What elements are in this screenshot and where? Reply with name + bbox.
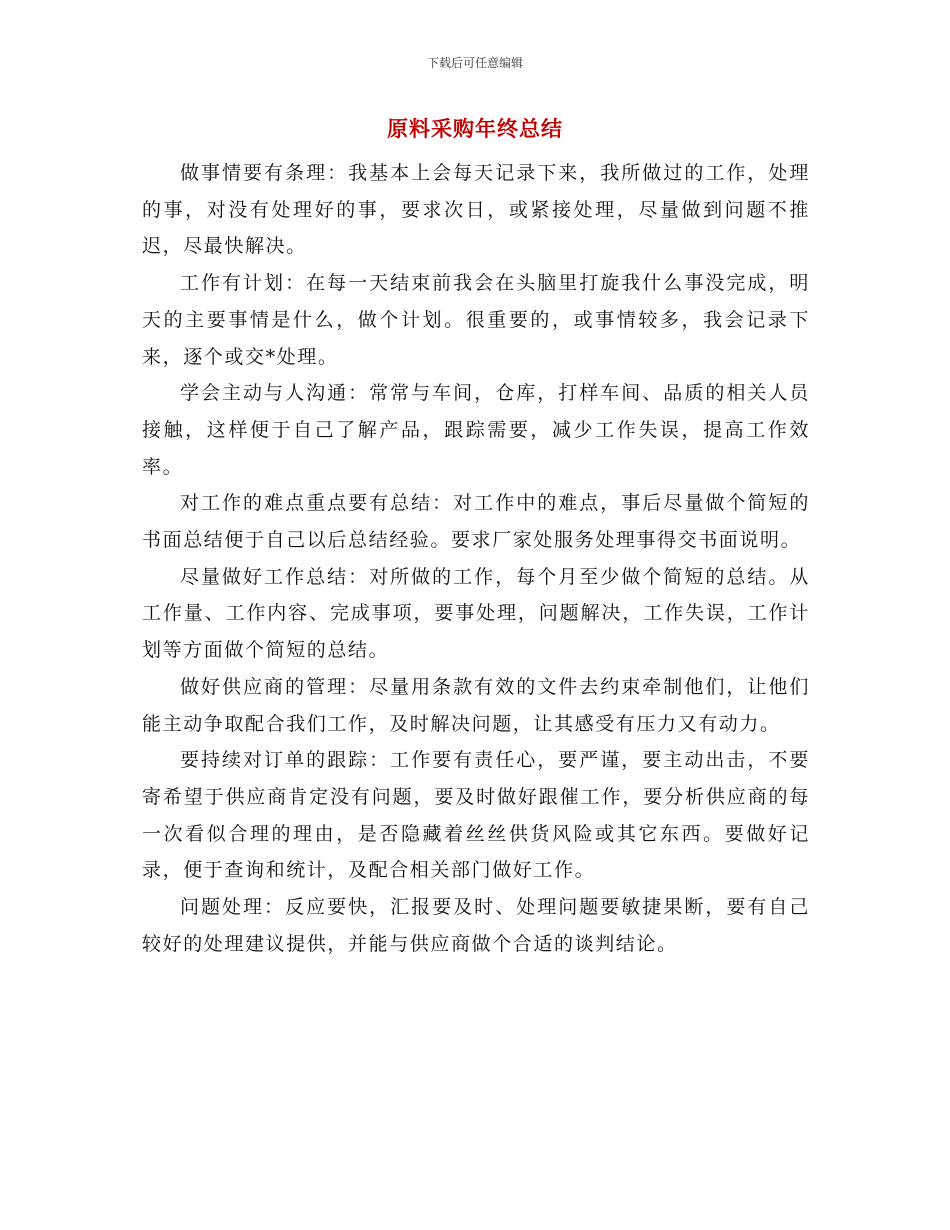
paragraph-organization: 做事情要有条理：我基本上会每天记录下来，我所做过的工作，处理的事，对没有处理好的事，要求次日，或紧接处理，尽量做到问题不推迟，尽最快解决。: [142, 162, 810, 258]
paragraph-planning: 工作有计划：在每一天结束前我会在头脑里打旋我什么事没完成，明天的主要事情是什么，做个计划。很重要的，或事情较多，我会记录下来，逐个或交*处理。: [142, 272, 810, 368]
paragraph-work-summary: 尽量做好工作总结：对所做的工作，每个月至少做个简短的总结。从工作量、工作内容、完成事项，要事处理，问题解决，工作失误，工作计划等方面做个简短的总结。: [142, 565, 810, 662]
paragraph-communication: 学会主动与人沟通：常常与车间，仓库，打样车间、品质的相关人员接触，这样便于自己了解产品，跟踪需要，减少工作失误，提高工作效率。: [142, 382, 810, 478]
header-note: 下载后可任意编辑: [426, 56, 523, 70]
paragraph-problem-handling: 问题处理：反应要快，汇报要及时、处理问题要敏捷果断，要有自己较好的处理建议提供，并能与供应商做个合适的谈判结论。: [142, 896, 810, 955]
paragraph-supplier-management: 做好供应商的管理：尽量用条款有效的文件去约束牵制他们，让他们能主动争取配合我们工作，及时解决问题，让其感受有压力又有动力。: [142, 675, 810, 735]
document-title: 原料采购年终总结: [387, 117, 563, 141]
paragraph-order-tracking: 要持续对订单的跟踪：工作要有责任心，要严谨，要主动出击，不要寄希望于供应商肯定没有问题，要及时做好跟催工作，要分析供应商的每一次看似合理的理由，是否隐藏着丝丝供货风险或其它东西。要做好记录，便于查询和统计，及配合相关部门做好工作。: [142, 749, 810, 882]
paragraph-difficulties-summary: 对工作的难点重点要有总结：对工作中的难点，事后尽量做个简短的书面总结便于自己以后总结经验。要求厂家处服务处理事得交书面说明。: [142, 492, 810, 552]
document-body: [142, 155, 810, 962]
